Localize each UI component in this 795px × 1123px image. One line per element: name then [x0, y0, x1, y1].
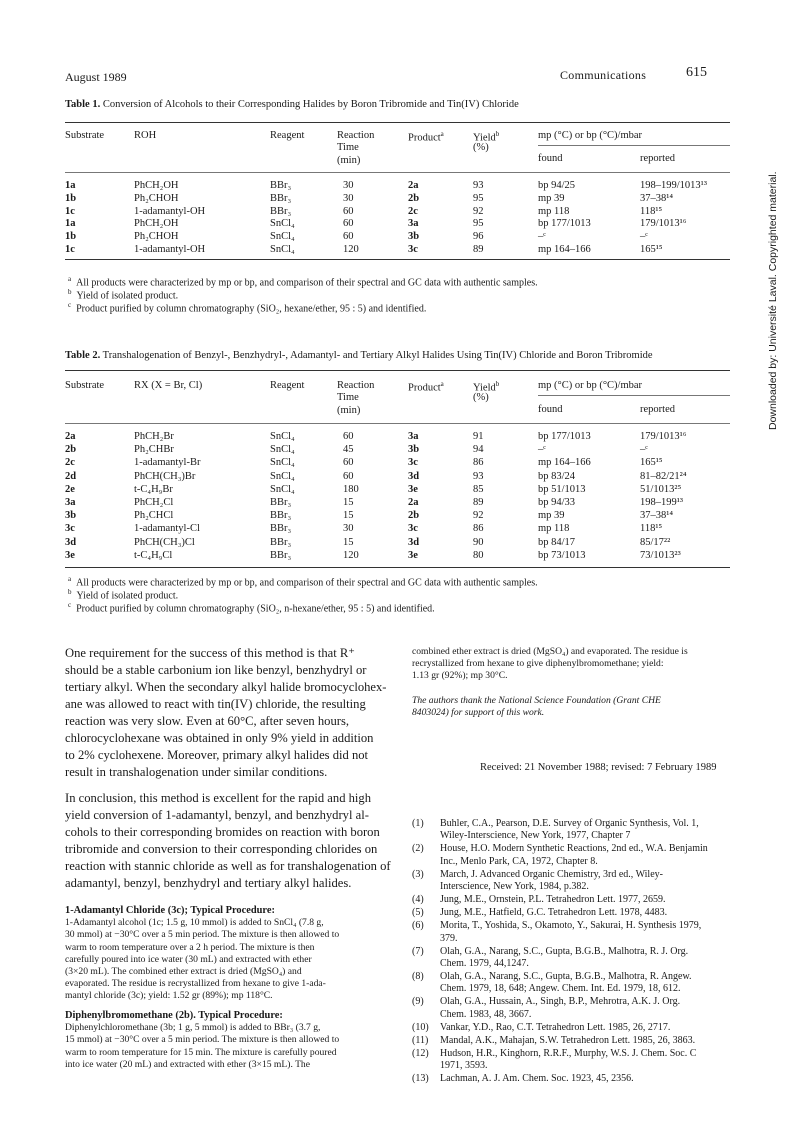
- table1-time-cell: 60: [343, 231, 354, 243]
- paragraph-line: In conclusion, this method is excellent for the rapid and high: [65, 791, 372, 805]
- table1-bottom-rule: [65, 259, 730, 260]
- reference-line: 1971, 3593.: [440, 1060, 488, 1072]
- reference-number: (3): [412, 868, 424, 880]
- table1-reported-cell: 179/1013¹⁶: [640, 218, 687, 230]
- table2-reported-cell: 81–82/21²⁴: [640, 470, 687, 482]
- body-paragraph-1: [65, 645, 395, 781]
- table2-h-found: found: [538, 404, 563, 415]
- table2-rx-cell: 1-adamantyl-Br: [134, 457, 201, 469]
- table2-rx-cell: PhCH(CH₃)Br: [134, 470, 196, 482]
- reference-item: [412, 1035, 732, 1047]
- reference-item: [412, 996, 732, 1021]
- table2-substrate-cell: 3c: [65, 523, 75, 535]
- table2-substrate-cell: 2a: [65, 431, 76, 442]
- table1-found-cell: –ᶜ: [538, 231, 546, 243]
- table2-time-cell: 60: [343, 431, 354, 442]
- table2-footnote: [68, 588, 178, 601]
- procedure-2-continued: [412, 646, 732, 683]
- table2-h-time1: Reaction: [337, 380, 375, 391]
- reference-line: March, J. Advanced Organic Chemistry, 3rd ed., Wiley-: [440, 868, 663, 880]
- table2-product-cell: 3c: [408, 523, 418, 535]
- reference-line: Wiley-Interscience, New York, 1977, Chapter 7: [440, 830, 631, 842]
- table1-time-cell: 60: [343, 218, 354, 230]
- table1-sub-rule: [538, 145, 730, 146]
- table2-h-yield-text: Yield: [473, 382, 496, 394]
- paragraph-line: cohols to their corresponding bromides on reaction with boron: [65, 825, 380, 839]
- table1-product-cell: 3b: [408, 231, 420, 243]
- reference-line: Chem. 1979, 18, 648; Angew. Chem. Int. Ed. 1979, 18, 612.: [440, 983, 681, 995]
- table1-caption-label: Table 1.: [65, 99, 101, 110]
- table1-rx-cell: 1-adamantyl-OH: [134, 205, 206, 217]
- table2-time-cell: 30: [343, 523, 354, 535]
- table2-time-cell: 180: [343, 483, 359, 495]
- table1-time-cell: 30: [343, 180, 354, 191]
- table1-reported-cell: 165¹⁵: [640, 244, 663, 255]
- reference-line: Jung, M.E., Ornstein, P.L. Tetrahedron Lett. 1977, 2659.: [440, 894, 666, 906]
- procedure-1-title: 1-Adamantyl Chloride (3c); Typical Procedure:: [65, 905, 275, 916]
- table2-product-cell: 2a: [408, 497, 419, 508]
- table2-time-cell: 120: [343, 549, 359, 561]
- table2-product-cell: 3e: [408, 549, 418, 561]
- procedure-line: 30 mmol) at −30°C over a 5 min period. The mixture is then allowed to: [65, 929, 340, 941]
- reference-number: (5): [412, 907, 424, 919]
- table2-footnote-text: Yield of isolated product.: [76, 590, 179, 602]
- table1-substrate-cell: 1a: [65, 180, 76, 191]
- table1-h-yield-unit: (%): [473, 142, 489, 153]
- reference-line: Olah, G.A., Narang, S.C., Gupta, B.G.B., Malhotra, R. Angew.: [440, 971, 692, 982]
- table2-yield-cell: 86: [473, 457, 484, 469]
- table2-found-cell: bp 84/17: [538, 536, 576, 548]
- paragraph-line: ane was allowed to react with tin(IV) chloride, the resulting: [65, 697, 366, 711]
- table1-h-product-text: Product: [408, 132, 441, 144]
- table1-footnote-text: All products were characterized by mp or bp, and comparison of their spectral and GC data with authentic samples.: [76, 277, 538, 289]
- reference-item: [412, 1073, 732, 1085]
- table1-h-time1: Reaction: [337, 130, 375, 141]
- table2-reported-cell: 165¹⁵: [640, 457, 663, 469]
- reference-number: (8): [412, 971, 424, 982]
- procedure-line: into ice water (20 mL) and extracted with ether (3×15 mL). The: [65, 1058, 310, 1070]
- table1-found-cell: mp 39: [538, 192, 565, 204]
- table1-yield-cell: 93: [473, 180, 484, 191]
- table2-h-rx: RX (X = Br, Cl): [134, 380, 203, 391]
- reference-number: (6): [412, 920, 424, 932]
- reference-line: 379.: [440, 932, 458, 944]
- table1-top-rule: [65, 122, 730, 123]
- table1-yield-cell: 95: [473, 218, 484, 230]
- paragraph-line: adamantyl, benzyl, benzhydryl and tertiary alkyl halides.: [65, 876, 352, 890]
- reference-line: Mandal, A.K., Mahajan, S.W. Tetrahedron Lett. 1985, 26, 3863.: [440, 1034, 696, 1046]
- table1-product-cell: 2c: [408, 205, 418, 217]
- reference-text: [440, 946, 732, 971]
- table2-reagent-cell: BBr₃: [270, 510, 292, 522]
- table2-time-cell: 15: [343, 536, 354, 548]
- reference-number: (4): [412, 894, 424, 906]
- reference-line: Chem. 1979, 44,1247.: [440, 958, 529, 969]
- reference-text: [440, 1035, 732, 1047]
- table1-header-rule: [65, 172, 730, 173]
- table2-yield-cell: 90: [473, 536, 484, 548]
- acknowledgement-line: The authors thank the National Science Foundation (Grant CHE: [412, 695, 661, 706]
- table1-substrate-cell: 1c: [65, 205, 75, 217]
- table2-product-cell: 3a: [408, 431, 419, 442]
- table2-yield-cell: 91: [473, 431, 484, 442]
- paragraph-line: chlorocyclohexane was obtained in only 9% yield in addition: [65, 731, 374, 745]
- table2-yield-cell: 92: [473, 510, 484, 522]
- table1-rx-cell: 1-adamantyl-OH: [134, 244, 206, 255]
- table1-found-cell: bp 177/1013: [538, 218, 591, 230]
- table1-found-cell: bp 94/25: [538, 180, 576, 191]
- table2-time-cell: 15: [343, 497, 354, 508]
- table2-found-cell: bp 94/33: [538, 497, 576, 508]
- procedure-line: mantyl chloride (3c); yield: 1.52 gr (89%); mp 118°C.: [65, 990, 273, 1002]
- table2-sub-rule: [538, 395, 730, 396]
- table2-rx-cell: PhCH(CH₃)Cl: [134, 536, 195, 548]
- header-page-number: 615: [686, 65, 707, 80]
- table2-caption: [65, 350, 653, 361]
- table1-substrate-cell: 1a: [65, 218, 76, 230]
- table2-h-yield-sup: b: [495, 380, 500, 388]
- table2-product-cell: 3e: [408, 483, 418, 495]
- reference-number: (2): [412, 843, 424, 855]
- paragraph-line: yield conversion of 1-adamantyl, benzyl, and benzhydryl al-: [65, 808, 369, 822]
- paragraph-line: reaction was very slow. Even at 60°C, after seven hours,: [65, 714, 349, 728]
- table2-reagent-cell: SnCl₄: [270, 457, 295, 469]
- procedure-line: Diphenylchloromethane (3b; 1 g, 5 mmol) is added to BBr₃ (3.7 g,: [65, 1022, 321, 1034]
- table2-footnote-mark: a: [68, 575, 72, 583]
- table1-rx-cell: PhCH₂OH: [134, 180, 179, 191]
- table2-reagent-cell: BBr₃: [270, 536, 292, 548]
- table2-product-cell: 3d: [408, 536, 420, 548]
- table1-h-time2: Time: [337, 142, 359, 153]
- acknowledgement-line: 8403024) for support of this work.: [412, 707, 545, 719]
- table1-time-cell: 30: [343, 192, 354, 204]
- procedure-line: carefully poured into ice water (30 mL) and extracted with ether: [65, 953, 312, 965]
- table2-reagent-cell: BBr₃: [270, 549, 292, 561]
- reference-line: Chem. 1983, 48, 3667.: [440, 1008, 532, 1020]
- table1-h-rx: ROH: [134, 130, 157, 141]
- procedure-line: warm to room temperature for 15 min. The mixture is carefully poured: [65, 1046, 337, 1058]
- reference-number: (1): [412, 818, 424, 829]
- table2-substrate-cell: 3b: [65, 510, 77, 522]
- reference-text: [440, 1048, 732, 1073]
- table1-reported-cell: –ᶜ: [640, 231, 648, 243]
- table2-reagent-cell: BBr₃: [270, 523, 292, 535]
- reference-line: Olah, G.A., Hussain, A., Singh, B.P., Mehrotra, A.K. J. Org.: [440, 996, 681, 1008]
- table1-reported-cell: 198–199/1013¹³: [640, 180, 707, 191]
- table1-footnote-text: Yield of isolated product.: [76, 290, 179, 302]
- reference-item: [412, 894, 732, 906]
- paragraph-line: tribromide and conversion to their corresponding chlorides on: [65, 842, 378, 856]
- table2-reagent-cell: SnCl₄: [270, 444, 295, 456]
- table2-h-reagent: Reagent: [270, 380, 305, 391]
- reference-item: [412, 920, 732, 945]
- table2-reagent-cell: SnCl₄: [270, 431, 295, 442]
- table2-yield-cell: 86: [473, 523, 484, 535]
- table2-header-rule: [65, 423, 730, 424]
- table2-rx-cell: t-C₄H₉Cl: [134, 549, 173, 561]
- table2-yield-cell: 85: [473, 483, 484, 495]
- table2-substrate-cell: 2e: [65, 483, 75, 495]
- table2-yield-cell: 94: [473, 444, 484, 456]
- table2-product-cell: 2b: [408, 510, 420, 522]
- table1-footnote-mark: c: [68, 301, 72, 309]
- reference-line: Inc., Menlo Park, CA, 1972, Chapter 8.: [440, 855, 598, 867]
- table1-rx-cell: Ph₂CHOH: [134, 231, 179, 243]
- table2-rx-cell: PhCH₂Br: [134, 431, 174, 442]
- procedure-1: [65, 905, 395, 1003]
- table1-time-cell: 60: [343, 205, 354, 217]
- table2-reported-cell: 198–199¹³: [640, 497, 684, 508]
- table1-product-cell: 2b: [408, 192, 420, 204]
- table2-footnote-text: All products were characterized by mp or bp, and comparison of their spectral and GC data with authentic samples.: [76, 577, 538, 589]
- table2-found-cell: mp 39: [538, 510, 565, 522]
- reference-text: [440, 869, 732, 894]
- reference-text: [440, 843, 732, 868]
- table1-product-cell: 3c: [408, 244, 418, 255]
- reference-item: [412, 1048, 732, 1073]
- table1-h-substrate: Substrate: [65, 130, 105, 141]
- table1-h-product: [408, 130, 444, 144]
- table2-caption-text: Transhalogenation of Benzyl-, Benzhydryl-, Adamantyl- and Tertiary Alkyl Halides Using Tin(IV) Chloride and Boron Tribromide: [102, 350, 653, 361]
- reference-line: Morita, T., Yoshida, S., Okamoto, Y., Sakurai, H. Synthesis 1979,: [440, 920, 702, 932]
- reference-number: (9): [412, 996, 424, 1008]
- table2-footnote-mark: b: [68, 588, 72, 596]
- reference-line: Olah, G.A., Narang, S.C., Gupta, B.G.B., Malhotra, R. J. Org.: [440, 945, 689, 957]
- reference-item: [412, 843, 732, 868]
- reference-number: (13): [412, 1073, 429, 1085]
- paragraph-line: One requirement for the success of this method is that R⁺: [65, 646, 355, 660]
- table1-footnote: [68, 301, 426, 314]
- table2-found-cell: bp 83/24: [538, 470, 576, 482]
- table1-reported-cell: 37–38¹⁴: [640, 192, 674, 204]
- table1-yield-cell: 96: [473, 231, 484, 243]
- table1-reagent-cell: BBr₃: [270, 192, 292, 204]
- table2-footnote-mark: c: [68, 601, 72, 609]
- table1-h-product-sup: a: [440, 130, 444, 138]
- paragraph-line: to 2% cyclohexene. Moreover, primary alkyl halides did not: [65, 748, 369, 762]
- table2-product-cell: 3b: [408, 444, 420, 456]
- table2-rx-cell: 1-adamantyl-Cl: [134, 523, 200, 535]
- table2-bottom-rule: [65, 567, 730, 568]
- table1-reagent-cell: SnCl₄: [270, 231, 295, 243]
- reference-line: Buhler, C.A., Pearson, D.E. Survey of Organic Synthesis, Vol. 1,: [440, 818, 699, 829]
- reference-text: [440, 996, 732, 1021]
- table2-substrate-cell: 3e: [65, 549, 75, 561]
- reference-line: Vankar, Y.D., Rao, C.T. Tetrahedron Lett. 1985, 26, 2717.: [440, 1021, 671, 1033]
- reference-item: [412, 907, 732, 919]
- table2-reported-cell: 179/1013¹⁶: [640, 431, 687, 442]
- procedure-line: (3×20 mL). The combined ether extract is dried (MgSO₄) and: [65, 966, 302, 978]
- table1-footnote: [68, 288, 178, 301]
- table1-reported-cell: 118¹⁵: [640, 205, 663, 217]
- reference-number: (7): [412, 945, 424, 957]
- table2-h-substrate: Substrate: [65, 380, 105, 391]
- table2-found-cell: –ᶜ: [538, 444, 546, 456]
- table1-reagent-cell: SnCl₄: [270, 244, 295, 255]
- reference-item: [412, 869, 732, 894]
- table2-product-cell: 3d: [408, 470, 420, 482]
- reference-text: [440, 920, 732, 945]
- table2-product-cell: 3c: [408, 457, 418, 469]
- reference-text: [440, 894, 732, 906]
- reference-number: (11): [412, 1034, 429, 1046]
- table2-reagent-cell: BBr₃: [270, 497, 292, 508]
- header-date: August 1989: [65, 70, 127, 84]
- received-dates: Received: 21 November 1988; revised: 7 February 1989: [480, 762, 717, 773]
- table2-h-mpbp: mp (°C) or bp (°C)/mbar: [538, 380, 643, 391]
- header-journal: Communications: [560, 68, 647, 82]
- reference-item: [412, 971, 732, 996]
- table2-rx-cell: PhCH₂Cl: [134, 497, 174, 508]
- procedure-line: recrystallized from hexane to give diphenylbromomethane; yield:: [412, 658, 664, 670]
- table2-time-cell: 60: [343, 470, 354, 482]
- reference-line: Lachman, A. J. Am. Chem. Soc. 1923, 45, 2356.: [440, 1073, 634, 1085]
- table1-time-cell: 120: [343, 244, 359, 255]
- reference-line: Jung, M.E., Hatfield, G.C. Tetrahedron Lett. 1978, 4483.: [440, 907, 668, 919]
- table2-reported-cell: –ᶜ: [640, 444, 648, 456]
- table2-time-cell: 60: [343, 457, 354, 469]
- table2-time-cell: 15: [343, 510, 354, 522]
- procedure-2: [65, 1010, 395, 1071]
- table2-substrate-cell: 3d: [65, 536, 77, 548]
- reference-text: [440, 818, 732, 843]
- table1-footnote-mark: a: [68, 275, 72, 283]
- procedure-line: combined ether extract is dried (MgSO₄) and evaporated. The residue is: [412, 646, 688, 657]
- paragraph-line: result in transhalogenation under similar conditions.: [65, 765, 328, 779]
- table1-h-reagent: Reagent: [270, 130, 305, 141]
- table1-caption-text: Conversion of Alcohols to their Corresponding Halides by Boron Tribromide and Tin(IV) Chloride: [102, 99, 519, 110]
- table2-h-product-sup: a: [440, 380, 444, 388]
- paragraph-line: should be a stable carbonium ion like benzyl, benzhydryl or: [65, 663, 367, 677]
- table2-rx-cell: Ph₂CHBr: [134, 444, 174, 456]
- table2-reported-cell: 85/17²²: [640, 536, 671, 548]
- table2-found-cell: bp 73/1013: [538, 549, 586, 561]
- table1-h-mpbp: mp (°C) or bp (°C)/mbar: [538, 130, 643, 141]
- table1-found-cell: mp 164–166: [538, 244, 591, 255]
- reference-number: (10): [412, 1021, 429, 1033]
- table2-reported-cell: 51/1013²⁵: [640, 483, 682, 495]
- procedure-line: 1.13 gr (92%); mp 30°C.: [412, 670, 508, 682]
- table1-rx-cell: Ph₂CHOH: [134, 192, 179, 204]
- acknowledgement: [412, 695, 732, 719]
- table2-reagent-cell: SnCl₄: [270, 483, 295, 495]
- reference-item: [412, 1022, 732, 1034]
- table2-found-cell: mp 164–166: [538, 457, 591, 469]
- reference-item: [412, 818, 732, 843]
- reference-item: [412, 946, 732, 971]
- table1-h-reported: reported: [640, 153, 675, 164]
- table1-h-time3: (min): [337, 155, 361, 166]
- table1-yield-cell: 92: [473, 205, 484, 217]
- table2-substrate-cell: 2b: [65, 444, 77, 456]
- download-notice: Downloaded by: Université Laval. Copyrighted material.: [767, 171, 779, 430]
- table2-yield-cell: 80: [473, 549, 484, 561]
- table2-found-cell: bp 177/1013: [538, 431, 591, 442]
- table2-h-product: [408, 380, 444, 394]
- reference-text: [440, 1022, 732, 1034]
- table2-h-time3: (min): [337, 405, 361, 416]
- table2-footnote: [68, 575, 538, 588]
- table2-substrate-cell: 3a: [65, 497, 76, 508]
- table1-substrate-cell: 1c: [65, 244, 75, 255]
- table2-found-cell: bp 51/1013: [538, 483, 586, 495]
- table2-substrate-cell: 2d: [65, 470, 77, 482]
- table2-time-cell: 45: [343, 444, 354, 456]
- table1-h-yield-text: Yield: [473, 132, 496, 144]
- table2-h-reported: reported: [640, 404, 675, 415]
- paragraph-line: reaction with stannic chloride as well as for transhalogenation of: [65, 859, 391, 873]
- table2-found-cell: mp 118: [538, 523, 570, 535]
- procedure-line: 1-Adamantyl alcohol (1c; 1.5 g, 10 mmol) is added to SnCl₄ (7.8 g,: [65, 917, 324, 929]
- table2-rx-cell: Ph₂CHCl: [134, 510, 174, 522]
- paragraph-line: tertiary alkyl. When the secondary alkyl halide bromocyclohex-: [65, 680, 387, 694]
- table1-footnote: [68, 275, 538, 288]
- procedure-2-title: Diphenylbromomethane (2b). Typical Procedure:: [65, 1010, 283, 1021]
- table2-yield-cell: 93: [473, 470, 484, 482]
- table1-reagent-cell: SnCl₄: [270, 218, 295, 230]
- table1-product-cell: 3a: [408, 218, 419, 230]
- table1-substrate-cell: 1b: [65, 231, 77, 243]
- table2-reagent-cell: SnCl₄: [270, 470, 295, 482]
- reference-text: [440, 971, 732, 996]
- table2-yield-cell: 89: [473, 497, 484, 508]
- table2-substrate-cell: 2c: [65, 457, 75, 469]
- table2-reported-cell: 118¹⁵: [640, 523, 663, 535]
- table1-h-yield-sup: b: [495, 130, 500, 138]
- procedure-line: 15 mmol) at −30°C over a 5 min period. The mixture is then allowed to: [65, 1034, 340, 1046]
- table1-product-cell: 2a: [408, 180, 419, 191]
- procedure-line: evaporated. The residue is recrystallized from hexane to give 1-ada-: [65, 978, 326, 990]
- table1-yield-cell: 89: [473, 244, 484, 255]
- table2-reported-cell: 73/1013²³: [640, 549, 681, 561]
- table2-footnote-text: Product purified by column chromatography (SiO₂, n-hexane/ether, 95 : 5) and identified.: [76, 603, 435, 615]
- table2-footnote: [68, 601, 435, 614]
- table2-caption-label: Table 2.: [65, 350, 101, 361]
- reference-line: House, H.O. Modern Synthetic Reactions, 2nd ed., W.A. Benjamin: [440, 843, 708, 855]
- table2-top-rule: [65, 370, 730, 371]
- table2-h-product-text: Product: [408, 382, 441, 394]
- table1-footnote-text: Product purified by column chromatography (SiO₂, hexane/ether, 95 : 5) and identified.: [76, 303, 427, 315]
- table1-footnote-mark: b: [68, 288, 72, 296]
- table1-reagent-cell: BBr₃: [270, 205, 292, 217]
- table2-h-yield-unit: (%): [473, 392, 489, 403]
- procedure-line: warm to room temperature over a 2 h period. The mixture is then: [65, 941, 315, 953]
- reference-text: [440, 1073, 732, 1085]
- reference-number: (12): [412, 1047, 429, 1059]
- body-paragraph-2: [65, 790, 395, 892]
- reference-line: Hudson, H.R., Kinghorn, R.R.F., Murphy, W.S. J. Chem. Soc. C: [440, 1047, 697, 1059]
- table1-yield-cell: 95: [473, 192, 484, 204]
- table1-found-cell: mp 118: [538, 205, 570, 217]
- table1-reagent-cell: BBr₃: [270, 180, 292, 191]
- table1-h-found: found: [538, 153, 563, 164]
- reference-line: Interscience, New York, 1984, p.382.: [440, 881, 589, 893]
- table2-rx-cell: t-C₄H₉Br: [134, 483, 173, 495]
- table1-caption: [65, 99, 519, 110]
- table1-rx-cell: PhCH₂OH: [134, 218, 179, 230]
- reference-text: [440, 907, 732, 919]
- table2-h-time2: Time: [337, 392, 359, 403]
- table2-reported-cell: 37–38¹⁴: [640, 510, 674, 522]
- table1-substrate-cell: 1b: [65, 192, 77, 204]
